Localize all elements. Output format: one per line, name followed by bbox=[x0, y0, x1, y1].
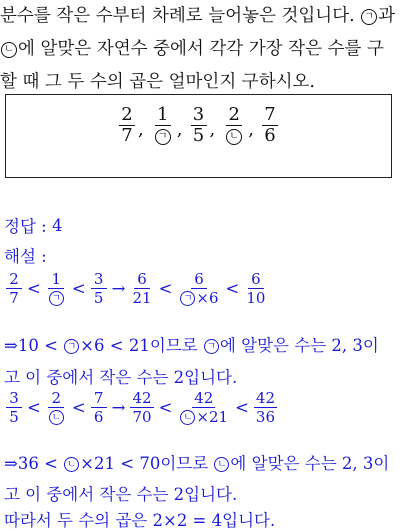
solution-label-text: 해설 : bbox=[4, 247, 47, 266]
circled-placeholder: ㄴ bbox=[180, 410, 195, 425]
denominator bbox=[46, 289, 67, 307]
fraction-4-numerator: 2 bbox=[226, 105, 242, 126]
numerator: 6 bbox=[248, 270, 264, 289]
comma: , bbox=[209, 119, 216, 140]
question-line-2: ㄴ 에 알맞은 자연수 중에서 각각 가장 작은 수를 구 bbox=[0, 33, 400, 66]
fraction-1-denominator: 7 bbox=[121, 125, 133, 146]
numerator: 7 bbox=[91, 389, 107, 408]
step1-frac-d bbox=[130, 270, 153, 307]
fraction-sequence-box bbox=[5, 94, 392, 178]
circled-placeholder: ㄴ bbox=[64, 457, 79, 472]
step2-frac-d bbox=[130, 389, 153, 426]
fraction-1 bbox=[119, 105, 135, 146]
circled-placeholder: ㄴ bbox=[226, 129, 242, 145]
fraction-2 bbox=[152, 105, 174, 146]
fraction-3-denominator: 5 bbox=[192, 125, 205, 146]
less-than: < bbox=[71, 398, 86, 417]
final-statement-text: 따라서 두 수의 곱은 2×2 = 4입니다. bbox=[4, 511, 276, 530]
fraction-2-numerator: 1 bbox=[155, 105, 171, 126]
fraction-5 bbox=[262, 105, 278, 146]
numerator: 2 bbox=[48, 389, 64, 408]
denominator: 36 bbox=[255, 408, 275, 426]
denominator: 5 bbox=[93, 289, 104, 307]
question-line-3: 할 때 그 두 수의 곱은 얼마인지 구하시오. bbox=[0, 72, 315, 92]
less-than: < bbox=[27, 279, 41, 298]
step1-conclusion-text: 고 이 중에서 작은 수는 2입니다. bbox=[4, 368, 238, 387]
answer-label: 정답 : bbox=[4, 217, 47, 236]
solution-label bbox=[4, 243, 47, 267]
circled-placeholder: ㄴ bbox=[214, 457, 229, 472]
denominator: 6 bbox=[93, 408, 104, 426]
circled-placeholder: ㄱ bbox=[49, 291, 64, 306]
numerator: 3 bbox=[91, 270, 107, 289]
circled-placeholder: ㄱ bbox=[155, 129, 171, 145]
fraction-4 bbox=[223, 105, 245, 146]
step2-fraction-chain bbox=[4, 389, 279, 426]
less-than: < bbox=[225, 279, 240, 298]
step1-inequality-text: ⇒10 < ㄱ ×6 < 21이므로 ㄱ 에 알맞은 수는 2, 3이 bbox=[4, 336, 379, 355]
less-than: < bbox=[158, 279, 173, 298]
question-line-1: 분수를 작은 수부터 차례로 늘어놓은 것입니다. ㄱ 과 bbox=[0, 6, 396, 26]
fraction-5-numerator: 7 bbox=[262, 105, 278, 126]
step1-frac-e bbox=[177, 270, 220, 307]
step1-frac-a bbox=[6, 270, 22, 307]
fraction-1-numerator: 2 bbox=[119, 105, 135, 126]
comma: , bbox=[138, 119, 144, 140]
denominator: ㄱ ×6 bbox=[177, 289, 220, 307]
numerator: 3 bbox=[6, 389, 22, 408]
comma: , bbox=[248, 119, 254, 140]
step2-inequality-text: ⇒36 < ㄴ ×21 < 70이므로 ㄴ 에 알맞은 수는 2, 3이 bbox=[4, 454, 390, 473]
less-than: < bbox=[71, 279, 86, 298]
numerator: 42 bbox=[255, 389, 275, 407]
step1-conclusion bbox=[4, 364, 237, 388]
answer-line bbox=[4, 213, 62, 237]
numerator: 2 bbox=[6, 270, 22, 289]
answer-value: 4 bbox=[51, 215, 63, 235]
fraction-4-denominator bbox=[223, 126, 245, 146]
step2-frac-e bbox=[177, 389, 230, 426]
less-than: < bbox=[158, 398, 173, 417]
less-than: < bbox=[235, 398, 249, 417]
less-than: < bbox=[27, 398, 41, 417]
numerator: 42 bbox=[194, 389, 214, 407]
circled-placeholder: ㄱ bbox=[64, 339, 79, 354]
numerator: 6 bbox=[191, 270, 207, 289]
final-statement bbox=[4, 507, 275, 531]
step1-frac-f bbox=[244, 270, 267, 307]
circled-placeholder: ㄱ bbox=[361, 9, 377, 25]
step2-frac-c bbox=[91, 389, 107, 426]
fraction-sequence bbox=[6, 105, 391, 146]
numerator: 1 bbox=[48, 270, 64, 289]
step2-conclusion bbox=[4, 481, 237, 505]
numerator: 6 bbox=[134, 270, 150, 289]
denominator: 21 bbox=[132, 289, 152, 307]
comma: , bbox=[176, 119, 183, 140]
fraction-5-denominator: 6 bbox=[264, 125, 276, 146]
circled-placeholder: ㄴ bbox=[1, 42, 17, 58]
step2-frac-f bbox=[254, 389, 277, 426]
denominator bbox=[46, 408, 67, 426]
numerator: 42 bbox=[132, 389, 152, 407]
arrow: → bbox=[111, 279, 126, 298]
denominator: 5 bbox=[9, 408, 19, 426]
step2-frac-b bbox=[46, 389, 67, 426]
step1-frac-b bbox=[46, 270, 67, 307]
circled-placeholder: ㄱ bbox=[204, 339, 219, 354]
fraction-2-denominator bbox=[152, 126, 174, 146]
circled-placeholder: ㄴ bbox=[49, 410, 64, 425]
step1-fraction-chain bbox=[4, 270, 269, 307]
step1-frac-c bbox=[91, 270, 107, 307]
denominator: 70 bbox=[132, 408, 152, 426]
step1-inequality bbox=[4, 332, 379, 356]
denominator: ㄴ ×21 bbox=[177, 408, 230, 426]
fraction-3 bbox=[191, 105, 207, 146]
circled-placeholder: ㄱ bbox=[180, 291, 195, 306]
denominator: 7 bbox=[9, 289, 19, 307]
fraction-3-numerator: 3 bbox=[191, 105, 207, 126]
step2-frac-a bbox=[6, 389, 22, 426]
arrow: → bbox=[111, 398, 126, 417]
denominator: 10 bbox=[246, 289, 266, 307]
step2-inequality bbox=[4, 450, 389, 474]
step2-conclusion-text: 고 이 중에서 작은 수는 2입니다. bbox=[4, 485, 238, 504]
question-text bbox=[0, 0, 400, 99]
